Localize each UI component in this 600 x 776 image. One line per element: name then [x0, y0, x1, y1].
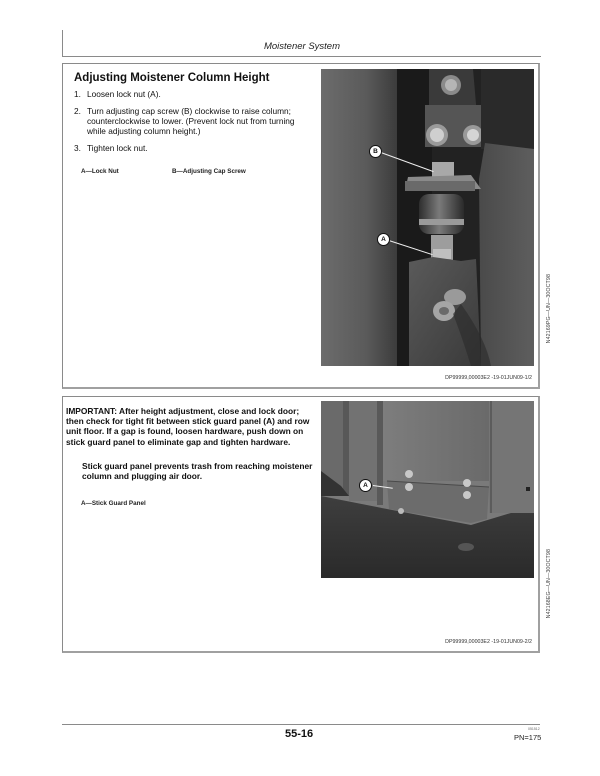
step-number: 3. [74, 143, 81, 153]
step-text: Loosen lock nut (A). [87, 89, 161, 99]
step-number: 2. [74, 106, 81, 116]
photo-moistener-column [321, 69, 534, 366]
procedure-steps [74, 89, 312, 160]
step-number: 1. [74, 89, 81, 99]
reference-code: DP99999,00003E2 -19-01JUN09-2/2 [445, 639, 532, 645]
procedure-step [74, 89, 312, 99]
running-header [62, 30, 541, 57]
callout-b: B [369, 145, 382, 158]
callout-a: A [377, 233, 390, 246]
step-text: Tighten lock nut. [87, 143, 148, 153]
photo-stick-guard-panel [321, 401, 534, 578]
footer-small-code: 051512 [528, 727, 540, 731]
important-text: After height adjustment, close and lock door; then check for tight fit between stick guard panel (A) and row unit floor. If a gap is found, loosen hardware, push down on stick guard panel to eliminate gap and tighten hardware. [66, 406, 310, 447]
image-code: N42168EG—UN—30OCT98 [546, 549, 552, 619]
legend-item-lock-nut: A—Lock Nut [81, 168, 119, 175]
important-notice [66, 406, 316, 447]
legend-item-stick-guard-panel: A—Stick Guard Panel [81, 500, 146, 507]
page-number: 55-16 [285, 728, 314, 740]
reference-code: DP99999,00003E2 -19-01JUN09-1/2 [445, 375, 532, 381]
pn-number: PN=175 [514, 733, 542, 742]
moistener-column-illustration [321, 69, 534, 366]
important-paragraph: Stick guard panel prevents trash from reaching moistener column and plugging air door. [82, 461, 313, 482]
section-header-title: Moistener System [263, 41, 341, 52]
step-text: Turn adjusting cap screw (B) clockwise to raise column; counterclockwise to lower. (Prevent lock nut from turning while adjusting column height.) [87, 106, 295, 136]
procedure-step [74, 106, 312, 136]
important-block-stick-guard [62, 396, 552, 653]
legend-item-cap-screw: B—Adjusting Cap Screw [172, 168, 246, 175]
image-code: N42169PG—UN—30OCT98 [546, 274, 552, 344]
stick-guard-illustration [321, 401, 534, 578]
callout-a: A [359, 479, 372, 492]
footer-rule [62, 724, 540, 725]
important-label: IMPORTANT: [66, 406, 118, 416]
procedure-step [74, 143, 312, 153]
procedure-block-column-height [62, 63, 552, 389]
procedure-title: Adjusting Moistener Column Height [74, 72, 270, 84]
